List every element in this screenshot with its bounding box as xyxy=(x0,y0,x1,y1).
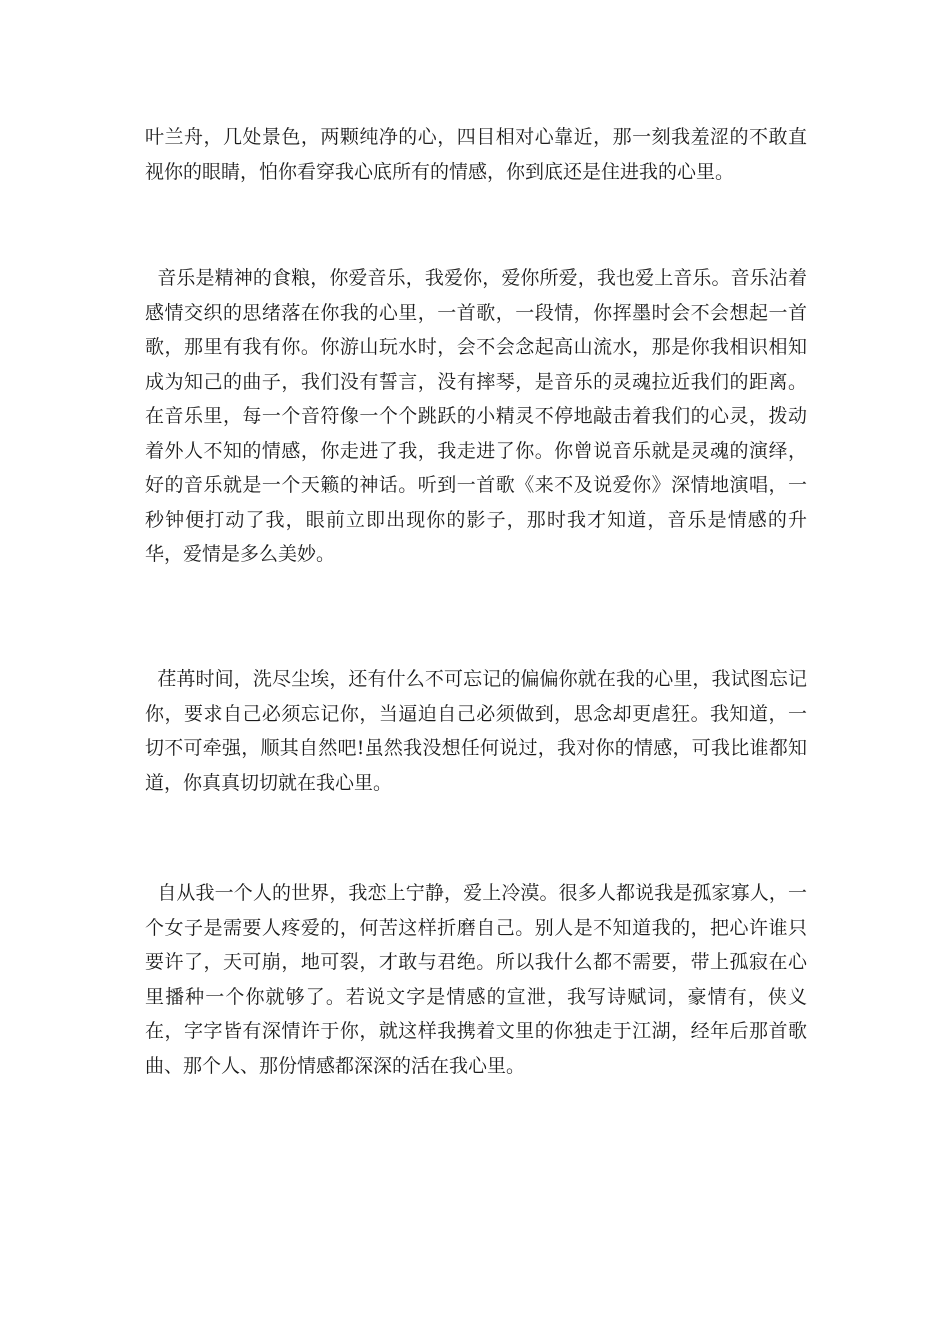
paragraph-1: 叶兰舟，几处景色，两颗纯净的心，四目相对心靠近，那一刻我羞涩的不敢直视你的眼睛，怕你看穿我心底所有的情感，你到底还是住进我的心里。 xyxy=(145,126,807,183)
paragraph-4: 自从我一个人的世界，我恋上宁静，爱上冷漠。很多人都说我是孤家寡人，一个女子是需要人疼爱的，何苦这样折磨自己。别人是不知道我的，把心许谁只要许了，天可崩，地可裂，才敢与君绝。所以我什么都不需要，带上孤寂在心里播种一个你就够了。若说文字是情感的宣泄，我写诗赋词，豪情有，侠义在，字字皆有深情许于你，就这样我携着文里的你独走于江湖，经年后那首歌曲、那个人、那份情感都深深的活在我心里。 xyxy=(145,882,807,1077)
paragraph-3: 荏苒时间，洗尽尘埃，还有什么不可忘记的偏偏你就在我的心里，我试图忘记你，要求自己必须忘记你，当逼迫自己必须做到，思念却更虐狂。我知道，一切不可牵强，顺其自然吧!虽然我没想任何说过，我对你的情感，可我比谁都知道，你真真切切就在我心里。 xyxy=(145,668,807,794)
paragraph-2: 音乐是精神的食粮，你爱音乐，我爱你，爱你所爱，我也爱上音乐。音乐沾着感情交织的思绪落在你我的心里，一首歌，一段情，你挥墨时会不会想起一首歌，那里有我有你。你游山玩水时，会不会念起高山流水，那是你我相识相知成为知己的曲子，我们没有誓言，没有摔琴，是音乐的灵魂拉近我们的距离。在音乐里，每一个音符像一个个跳跃的小精灵不停地敲击着我们的心灵，拨动着外人不知的情感，你走进了我，我走进了你。你曾说音乐就是灵魂的演绎，好的音乐就是一个天籁的神话。听到一首歌《来不及说爱你》深情地演唱，一秒钟便打动了我，眼前立即出现你的影子，那时我才知道，音乐是情感的升华，爱情是多么美妙。 xyxy=(145,267,807,565)
